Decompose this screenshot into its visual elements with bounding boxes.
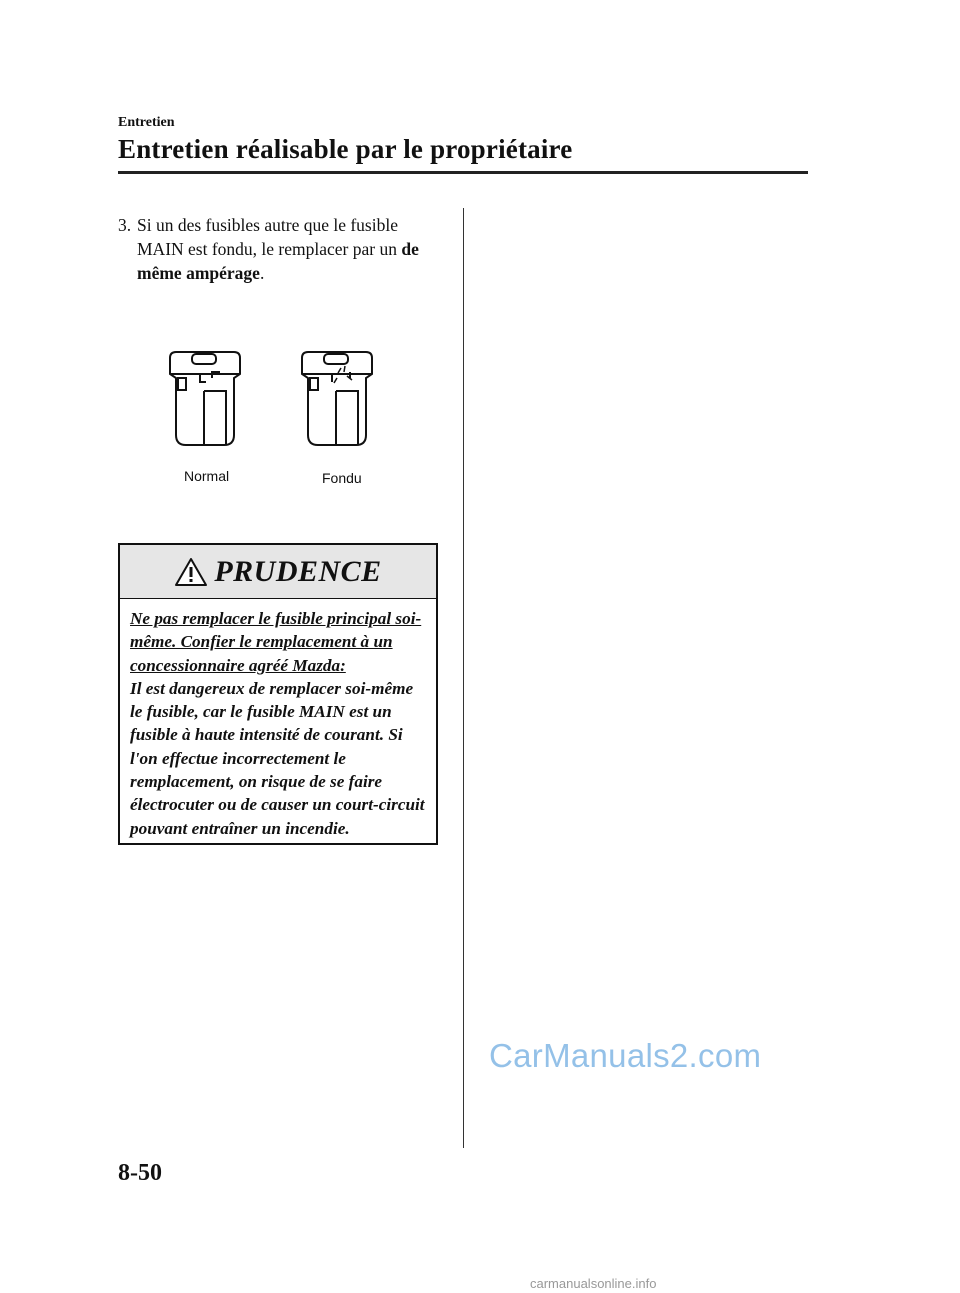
page-number: 8-50 xyxy=(118,1160,162,1186)
warning-triangle-icon xyxy=(174,557,208,587)
caution-warning-body: Il est dangereux de remplacer soi-même le fusible, car le fusible MAIN est un fusible à haute intensité de courant. Si l'on effectue incorrectement le remplacement, on risque de se faire électrocuter ou de causer un court-circuit pouvant entraîner un incendie. xyxy=(130,678,425,838)
header-rule xyxy=(118,171,808,174)
fuse-illustration xyxy=(160,340,400,490)
label-blown: Fondu xyxy=(322,470,362,486)
page-title: Entretien réalisable par le propriétaire xyxy=(118,134,573,164)
caution-header xyxy=(120,545,436,599)
step-text-main: Si un des fusibles autre que le fusible MAIN est fondu, le remplacer par un xyxy=(137,215,402,259)
caution-box xyxy=(118,543,438,845)
caution-title: PRUDENCE xyxy=(214,554,382,588)
watermark-logo: CarManuals2.com xyxy=(489,1037,762,1074)
section-label: Entretien xyxy=(118,115,175,130)
label-normal: Normal xyxy=(184,468,230,484)
blown-fuse-icon xyxy=(302,352,372,445)
step-text-bold: de même ampérage xyxy=(137,239,419,283)
step-number: 3. xyxy=(118,215,132,235)
footer-site-link[interactable]: carmanualsonline.info xyxy=(530,1276,657,1291)
step-text xyxy=(137,213,438,285)
step-3 xyxy=(118,213,438,285)
step-text-end: . xyxy=(259,263,265,283)
caution-warning-underlined: Ne pas remplacer le fusible principal soi-même. Confier le remplacement à un concessionnaire agréé Mazda: xyxy=(130,609,422,675)
column-divider xyxy=(463,208,464,1148)
normal-fuse-icon xyxy=(170,352,240,445)
caution-text xyxy=(120,599,436,840)
